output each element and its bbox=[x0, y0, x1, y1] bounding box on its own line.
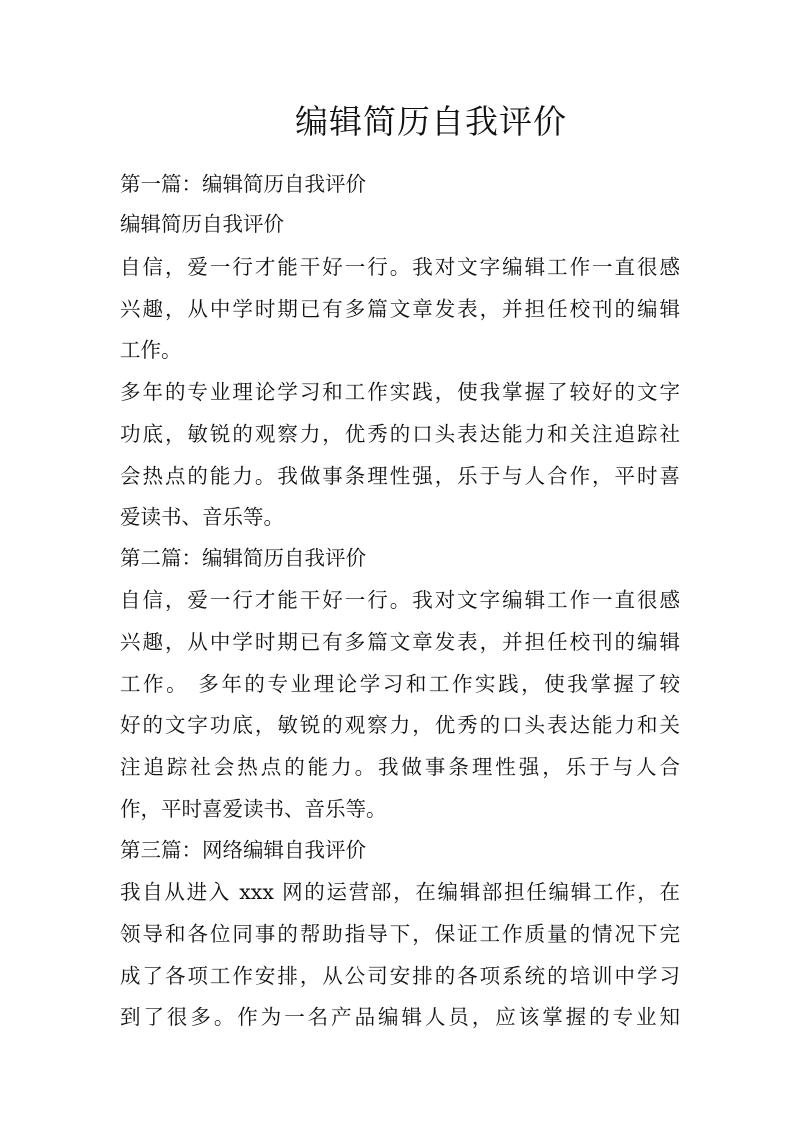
paragraph-line: 作，平时喜爱读书、音乐等。 bbox=[120, 797, 387, 821]
document-title: 编辑简历自我评价 bbox=[295, 102, 567, 141]
paragraph-line: 多年的专业理论学习和工作实践，使我掌握了较好的文字 bbox=[120, 380, 680, 404]
paragraph-line: 工作。 多年的专业理论学习和工作实践，使我掌握了较 bbox=[120, 672, 680, 696]
paragraph-line: 会热点的能力。我做事条理性强，乐于与人合作，平时喜 bbox=[120, 464, 680, 488]
section-heading-1: 第一篇：编辑简历自我评价 bbox=[120, 172, 366, 196]
paragraph-line: 自信，爱一行才能干好一行。我对文字编辑工作一直很感 bbox=[120, 588, 680, 612]
paragraph-line: 领导和各位同事的帮助指导下，保证工作质量的情况下完 bbox=[120, 922, 680, 946]
paragraph-line: 成了各项工作安排，从公司安排的各项系统的培训中学习 bbox=[120, 964, 680, 988]
paragraph-line: 兴趣，从中学时期已有多篇文章发表，并担任校刊的编辑 bbox=[120, 297, 680, 321]
section-heading-3: 第三篇：网络编辑自我评价 bbox=[120, 838, 366, 862]
paragraph-line: 工作。 bbox=[120, 338, 182, 362]
paragraph-line: 到了很多。作为一名产品编辑人员，应该掌握的专业知 bbox=[120, 1005, 680, 1029]
paragraph-line: 爱读书、音乐等。 bbox=[120, 505, 284, 529]
section-heading-2: 第二篇：编辑简历自我评价 bbox=[120, 546, 366, 570]
paragraph-line: 我自从进入 xxx 网的运营部，在编辑部担任编辑工作，在 bbox=[120, 880, 680, 904]
paragraph-line: 功底，敏锐的观察力，优秀的口头表达能力和关注追踪社 bbox=[120, 422, 680, 446]
paragraph-line: 好的文字功底，敏锐的观察力，优秀的口头表达能力和关 bbox=[120, 713, 680, 737]
paragraph-line: 注追踪社会热点的能力。我做事条理性强，乐于与人合 bbox=[120, 755, 680, 779]
paragraph-line: 自信，爱一行才能干好一行。我对文字编辑工作一直很感 bbox=[120, 255, 680, 279]
paragraph-line: 兴趣，从中学时期已有多篇文章发表，并担任校刊的编辑 bbox=[120, 630, 680, 654]
subheading: 编辑简历自我评价 bbox=[120, 212, 284, 236]
